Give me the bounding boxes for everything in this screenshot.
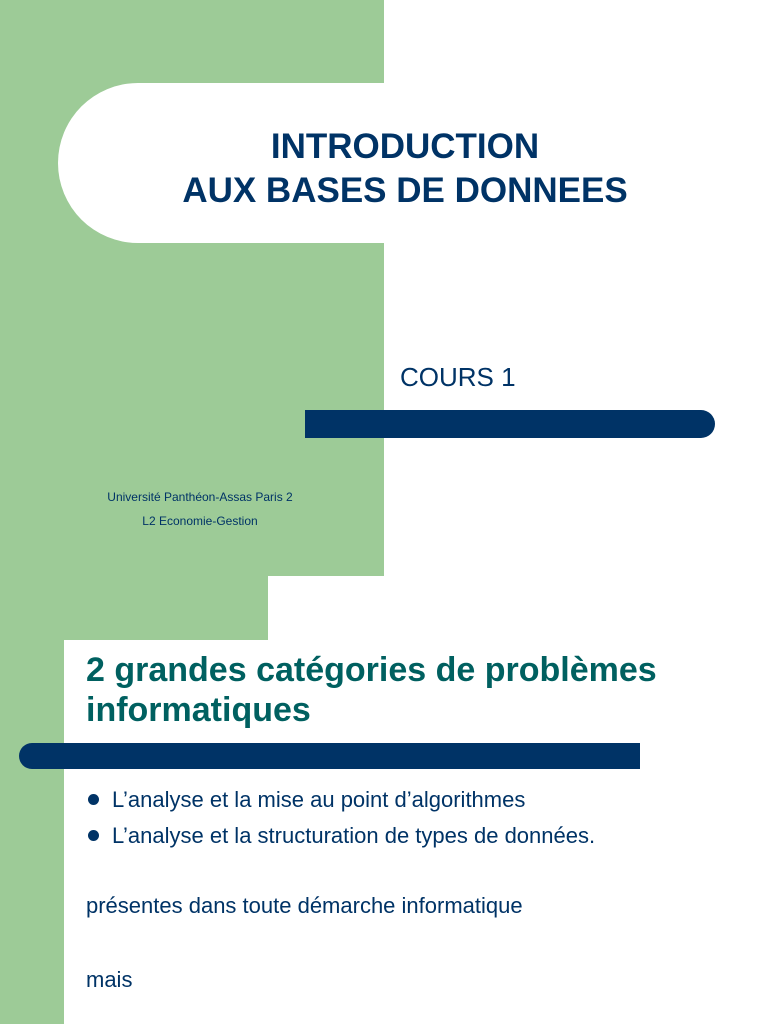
bullet-text: L’analyse et la mise au point d’algorithmes: [112, 787, 526, 812]
title-divider-bar: [305, 410, 715, 438]
bullet-dot-icon: [88, 794, 99, 805]
bullet-dot-icon: [88, 830, 99, 841]
paragraph-text-mais: mais: [86, 967, 133, 992]
course-number: COURS 1: [400, 362, 516, 392]
bullet-list: [86, 782, 595, 854]
university-name: Université Panthéon-Assas Paris 2: [107, 490, 293, 504]
bullet-text: L’analyse et la structuration de types de données.: [112, 823, 596, 848]
paragraph-text: présentes dans toute démarche informatique: [86, 893, 523, 918]
green-strip-left: [0, 576, 64, 1024]
green-block-top: [0, 576, 268, 640]
heading-line-2: informatiques: [86, 691, 311, 729]
slide-heading: [86, 650, 756, 730]
program-name: L2 Economie-Gestion: [142, 514, 258, 528]
heading-line-1: 2 grandes catégories de problèmes: [86, 651, 657, 689]
bullet-item: [86, 818, 595, 854]
heading-divider-bar: [19, 743, 640, 769]
slide-title: [100, 125, 710, 213]
title-line-1: INTRODUCTION: [270, 127, 540, 166]
title-line-2: AUX BASES DE DONNEES: [182, 171, 628, 210]
bullet-item: [86, 782, 595, 818]
